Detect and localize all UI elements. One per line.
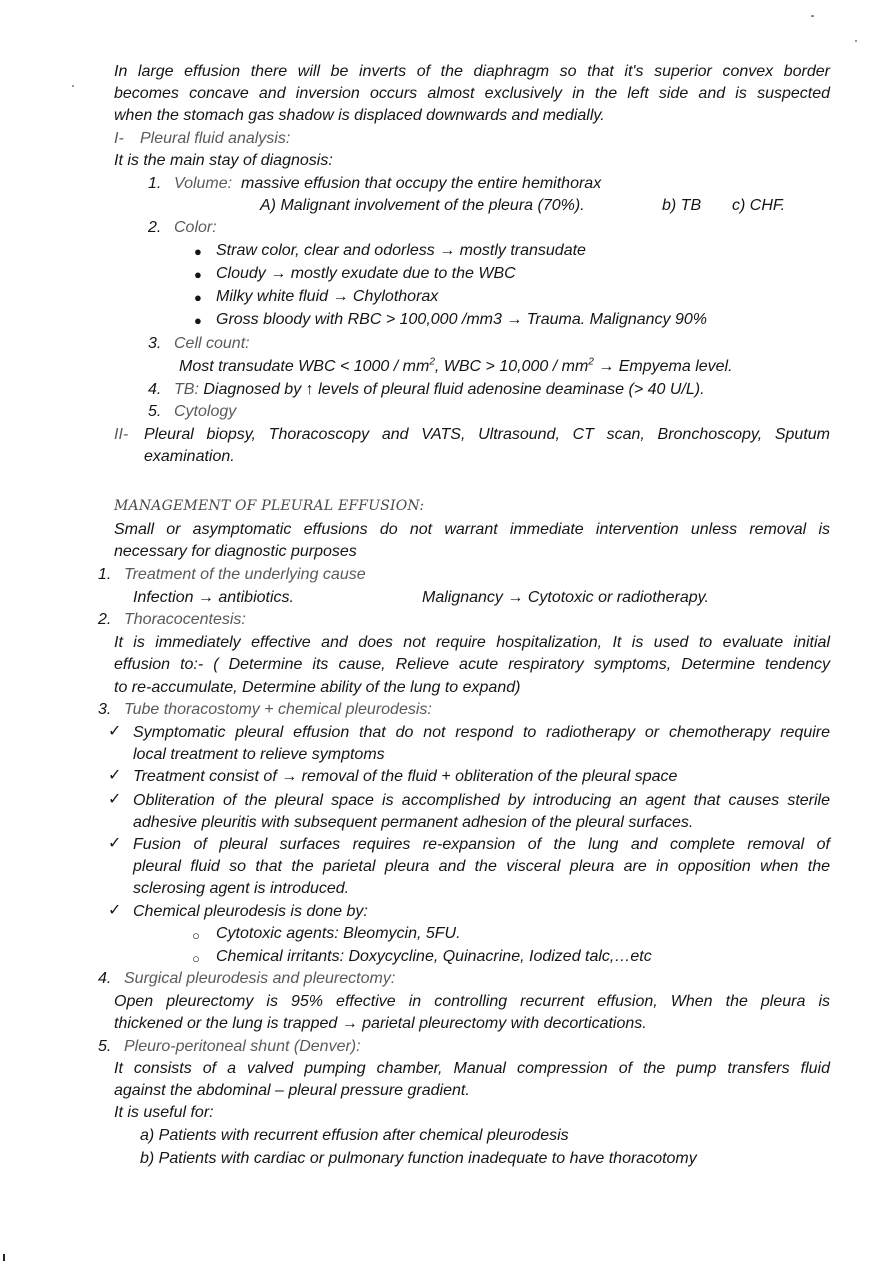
item-number: 4. [148, 381, 162, 398]
bullet-icon: ● [194, 244, 202, 259]
treatment-3-point: adhesive pleuritis with subsequent permanent adhesion of the pleural surfaces. [133, 814, 694, 831]
volume-cause-c: c) CHF. [732, 197, 786, 214]
item-label: Volume: [174, 175, 233, 192]
intro-line: becomes concave and inversion occurs almost exclusively in the left side and is suspected [114, 85, 830, 102]
cytology-item [148, 401, 236, 424]
item-number: 4. [98, 970, 112, 987]
volume-cause-a: A) Malignant involvement of the pleura (70%). [260, 197, 585, 214]
scan-speck [72, 85, 74, 87]
section-subtitle: It is the main stay of diagnosis: [114, 152, 333, 169]
item-text: massive effusion that occupy the entire hemithorax [241, 175, 602, 192]
item-number: 2. [98, 611, 112, 628]
cell-count-part: Most transudate WBC < 1000 / mm [179, 358, 430, 375]
management-line: Small or asymptomatic effusions do not warrant immediate intervention unless removal is [114, 521, 830, 538]
item-text: Diagnosed by ↑ levels of pleural fluid adenosine deaminase (> 40 U/L). [203, 381, 705, 398]
circle-bullet-icon: ○ [192, 928, 200, 943]
treatment-3-point: pleural fluid so that the parietal pleura and the visceral pleura are in opposition when the [133, 858, 830, 875]
treatment-3-point: sclerosing agent is introduced. [133, 880, 350, 897]
cell-count-part: → Empyema level. [593, 358, 733, 375]
treatment-4-heading [98, 968, 395, 991]
item-number: 5. [148, 403, 162, 420]
treatment-5-line: against the abdominal – pleural pressure gradient. [114, 1082, 470, 1099]
scan-speck [3, 1254, 5, 1261]
treatment-4-line: thickened or the lung is trapped → parietal pleurectomy with decortications. [114, 1015, 647, 1032]
treatment-3-point: Symptomatic pleural effusion that do not respond to radiotherapy or chemotherapy require [133, 724, 830, 741]
checkmark-icon: ✓ [108, 767, 122, 784]
item-label: TB: [174, 381, 199, 398]
treatment-3-heading [98, 699, 432, 722]
bullet-icon: ● [194, 313, 202, 328]
treatment-5-line: It consists of a valved pumping chamber, Manual compression of the pump transfers fluid [114, 1060, 830, 1077]
checkmark-icon: ✓ [108, 723, 122, 740]
treatment-4-line: Open pleurectomy is 95% effective in controlling recurrent effusion, When the pleura is [114, 993, 830, 1010]
checkmark-icon: ✓ [108, 791, 122, 808]
volume-cause-b: b) TB [662, 197, 702, 214]
item-title: Pleuro-peritoneal shunt (Denver): [124, 1038, 361, 1055]
intro-line: In large effusion there will be inverts of the diaphragm so that it's superior convex border [114, 63, 830, 80]
treatment-1-heading [98, 564, 366, 587]
item-number: 3. [148, 335, 162, 352]
treatment-2-line: to re-accumulate, Determine ability of the lung to expand) [114, 679, 521, 696]
item-number: 1. [148, 175, 162, 192]
item-title: Tube thoracostomy + chemical pleurodesis: [124, 701, 432, 718]
section-number: I- [114, 130, 124, 147]
section-heading [114, 128, 290, 151]
treatment-1-malignancy: Malignancy → Cytotoxic or radiotherapy. [422, 589, 709, 606]
color-item: Gross bloody with RBC > 100,000 /mm3 → Trauma. Malignancy 90% [216, 311, 708, 328]
item-title: Thoracocentesis: [124, 611, 246, 628]
superscript: 2 [429, 356, 435, 368]
treatment-2-line: It is immediately effective and does not require hospitalization, It is used to evaluate initial [114, 634, 830, 651]
cell-count-text [179, 356, 733, 379]
color-heading [148, 217, 217, 240]
item-number: 5. [98, 1038, 112, 1055]
superscript: 2 [588, 356, 594, 368]
pleurodesis-agent: Chemical irritants: Doxycycline, Quinacrine, Iodized talc,…etc [216, 948, 652, 965]
item-label: Cytology [174, 403, 237, 420]
cell-count-heading [148, 333, 250, 356]
checkmark-icon: ✓ [108, 835, 122, 852]
scan-speck [811, 15, 814, 17]
treatment-2-heading [98, 609, 246, 632]
treatment-3-point: Obliteration of the pleural space is accomplished by introducing an agent that causes sterile [133, 792, 830, 809]
treatment-3-point: local treatment to relieve symptoms [133, 746, 385, 763]
item-number: 1. [98, 566, 112, 583]
treatment-5-line: It is useful for: [114, 1104, 214, 1121]
item-title: Surgical pleurodesis and pleurectomy: [124, 970, 396, 987]
treatment-2-line: effusion to:- ( Determine its cause, Relieve acute respiratory symptoms, Determine tendency [114, 656, 830, 673]
treatment-5-use: a) Patients with recurrent effusion after chemical pleurodesis [140, 1127, 569, 1144]
section-text: Pleural biopsy, Thoracoscopy and VATS, Ultrasound, CT scan, Bronchoscopy, Sputum [144, 426, 830, 443]
treatment-3-point: Fusion of pleural surfaces requires re-expansion of the lung and complete removal of [133, 836, 830, 853]
management-title: MANAGEMENT OF PLEURAL EFFUSION: [114, 498, 425, 514]
item-number: 2. [148, 219, 162, 236]
treatment-5-heading [98, 1036, 361, 1059]
color-item: Cloudy → mostly exudate due to the WBC [216, 265, 516, 282]
tb-item [148, 379, 705, 402]
circle-bullet-icon: ○ [192, 951, 200, 966]
bullet-icon: ● [194, 290, 202, 305]
volume-item [148, 173, 601, 196]
treatment-3-point: Chemical pleurodesis is done by: [133, 903, 368, 920]
item-title: Treatment of the underlying cause [124, 566, 366, 583]
item-number: 3. [98, 701, 112, 718]
section-text: examination. [144, 448, 235, 465]
treatment-3-point: Treatment consist of → removal of the fluid + obliteration of the pleural space [133, 768, 678, 785]
treatment-5-use: b) Patients with cardiac or pulmonary function inadequate to have thoracotomy [140, 1150, 697, 1167]
bullet-icon: ● [194, 267, 202, 282]
checkmark-icon: ✓ [108, 902, 122, 919]
intro-line: when the stomach gas shadow is displaced downwards and medially. [114, 107, 605, 124]
item-label: Cell count: [174, 335, 250, 352]
section-title: Pleural fluid analysis: [140, 130, 291, 147]
treatment-1-infection: Infection → antibiotics. [133, 589, 294, 606]
pleurodesis-agent: Cytotoxic agents: Bleomycin, 5FU. [216, 925, 461, 942]
color-item: Straw color, clear and odorless → mostly transudate [216, 242, 586, 259]
management-line: necessary for diagnostic purposes [114, 543, 357, 560]
scan-speck [855, 40, 857, 42]
color-item: Milky white fluid → Chylothorax [216, 288, 439, 305]
cell-count-part: , WBC > 10,000 / mm [434, 358, 589, 375]
section-number: II- [114, 426, 129, 443]
item-label: Color: [174, 219, 217, 236]
